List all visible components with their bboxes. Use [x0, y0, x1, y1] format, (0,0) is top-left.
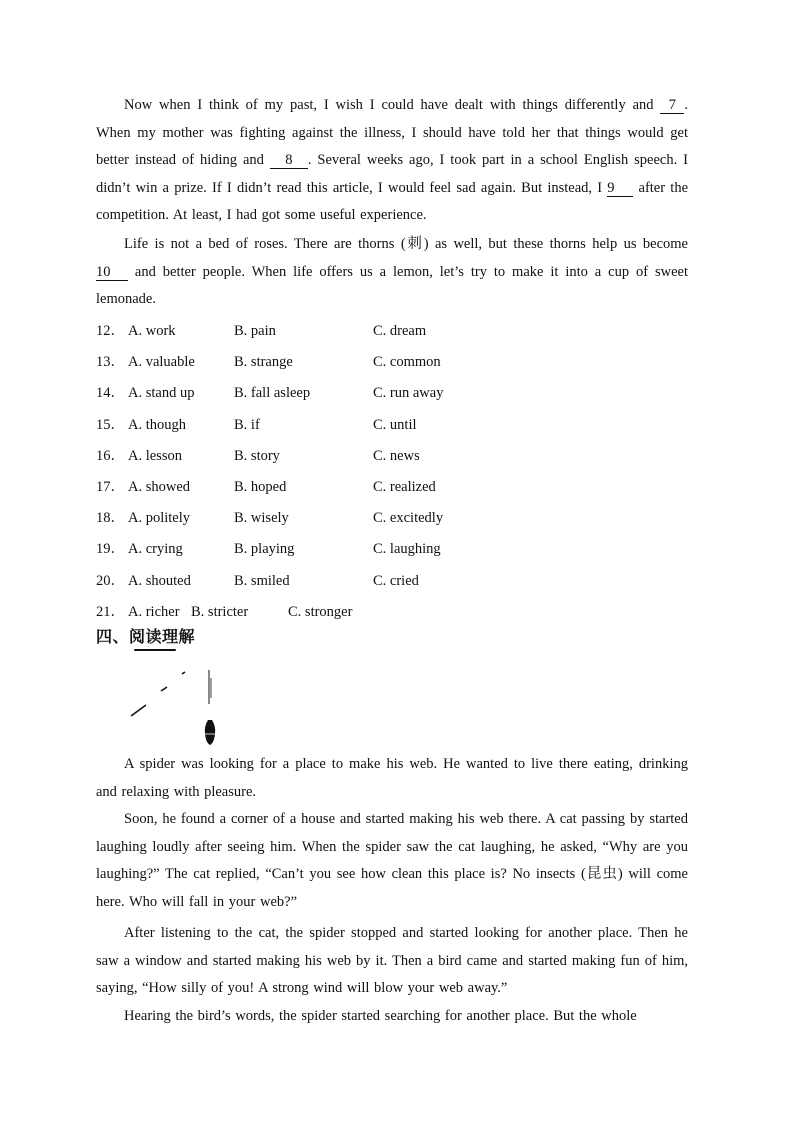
question-number: 18． — [96, 510, 125, 527]
option-b[interactable]: B. pain — [234, 323, 276, 339]
option-a[interactable]: A. though — [128, 416, 186, 433]
question-number: 15． — [96, 416, 125, 433]
question-row — [96, 380, 656, 411]
option-c[interactable]: C. excitedly — [373, 510, 444, 527]
reading-paragraph-1: A spider was looking for a place to make his web. He wanted to live there eating, drinking and relaxing with pleasure. — [96, 756, 688, 800]
option-b[interactable]: B. playing — [234, 541, 295, 558]
cloze-text: . When my mother was fighting against the illness, I should have told her that things would get better instead of hiding and — [96, 97, 688, 168]
question-row — [96, 349, 656, 380]
question-number: 12． — [96, 323, 125, 339]
option-c[interactable]: C. dream — [373, 323, 427, 339]
option-a[interactable]: A. lesson — [128, 447, 182, 464]
question-number: 16． — [96, 447, 125, 464]
question-number: 17． — [96, 478, 125, 495]
option-b[interactable]: B. wisely — [234, 510, 289, 527]
blank-7: 7 — [660, 97, 684, 114]
blank-10: 10 — [96, 264, 128, 281]
option-a[interactable]: A. work — [128, 323, 176, 339]
option-c[interactable]: C. realized — [373, 478, 436, 495]
reading-paragraph-4: Hearing the bird’s words, the spider started searching for another place. But the whole — [124, 1008, 637, 1024]
option-b[interactable]: B. if — [234, 416, 260, 433]
option-b[interactable]: B. smiled — [234, 572, 290, 589]
web-thread-line — [131, 705, 146, 716]
spider-illustration — [128, 668, 228, 750]
reading-paragraph-2: Soon, he found a corner of a house and started making his web there. A cat passing by started laughing loudly after seeing him. When the spider saw the cat laughing, he asked, “Why are you laughing?” The cat replied, “Can’t you see how clean this place is? No insects (昆虫) will come here. Who will fall in your web?” — [96, 811, 688, 910]
reading-paragraph-3: After listening to the cat, the spider stopped and started looking for another place. Then he saw a window and started making his web by it. Then a bird came and started making fun of him, saying, “How silly of you! A strong wind will blow your web away.” — [96, 925, 688, 996]
option-a[interactable]: A. stand up — [128, 385, 195, 402]
cloze-text: and better people. When life offers us a lemon, let’s try to make it into a cup of sweet lemonade. — [96, 263, 688, 307]
option-a[interactable]: A. richer — [128, 603, 180, 620]
question-row — [96, 412, 656, 443]
option-a[interactable]: A. showed — [128, 478, 191, 495]
question-row — [96, 443, 656, 474]
question-row — [96, 318, 656, 349]
option-b[interactable]: B. hoped — [234, 478, 287, 495]
options-list — [96, 318, 656, 630]
web-thread-line — [161, 687, 167, 691]
option-c[interactable]: C. until — [373, 416, 417, 433]
cloze-text: Now when I think of my past, I wish I could have dealt with things differently and — [124, 97, 661, 113]
blank-8: 8 — [270, 152, 308, 169]
option-b[interactable]: B. story — [234, 447, 280, 464]
option-c[interactable]: C. laughing — [373, 541, 441, 558]
question-number: 19． — [96, 541, 125, 558]
option-c[interactable]: C. cried — [373, 572, 419, 589]
question-row — [96, 474, 656, 505]
cloze-text: Life is not a bed of roses. There are thorns (刺) as well, but these thorns help us become — [124, 236, 688, 252]
option-b[interactable]: B. strange — [234, 354, 293, 371]
web-thread-line — [182, 672, 185, 674]
option-b[interactable]: B. stricter — [191, 603, 249, 620]
option-c[interactable]: C. common — [373, 354, 441, 371]
option-c[interactable]: C. news — [373, 447, 420, 464]
cloze-paragraph-2 — [96, 231, 688, 314]
question-row — [96, 536, 656, 567]
question-number: 14． — [96, 385, 125, 402]
cloze-text: after the competition. At least, I had got some useful experience. — [96, 179, 688, 223]
question-number: 13． — [96, 354, 125, 371]
question-row — [96, 568, 656, 599]
option-a[interactable]: A. crying — [128, 541, 183, 558]
option-c[interactable]: C. run away — [373, 385, 444, 402]
cloze-paragraph-1 — [96, 92, 688, 230]
question-number: 21． — [96, 603, 125, 620]
spider-body-icon — [205, 720, 215, 745]
title-underline — [134, 649, 176, 651]
section-title: 四、阅读理解 — [96, 627, 196, 646]
option-c[interactable]: C. stronger — [288, 603, 353, 620]
cloze-text: . Several weeks ago, I took part in a school English speech. I didn’t win a prize. If I didn’t read this article, I would feel sad again. But instead, I — [96, 152, 688, 196]
question-row — [96, 505, 656, 536]
option-a[interactable]: A. shouted — [128, 572, 191, 589]
question-number: 20． — [96, 572, 125, 589]
blank-9: 9 — [607, 180, 633, 197]
option-a[interactable]: A. valuable — [128, 354, 195, 371]
option-b[interactable]: B. fall asleep — [234, 385, 311, 402]
option-a[interactable]: A. politely — [128, 510, 191, 527]
